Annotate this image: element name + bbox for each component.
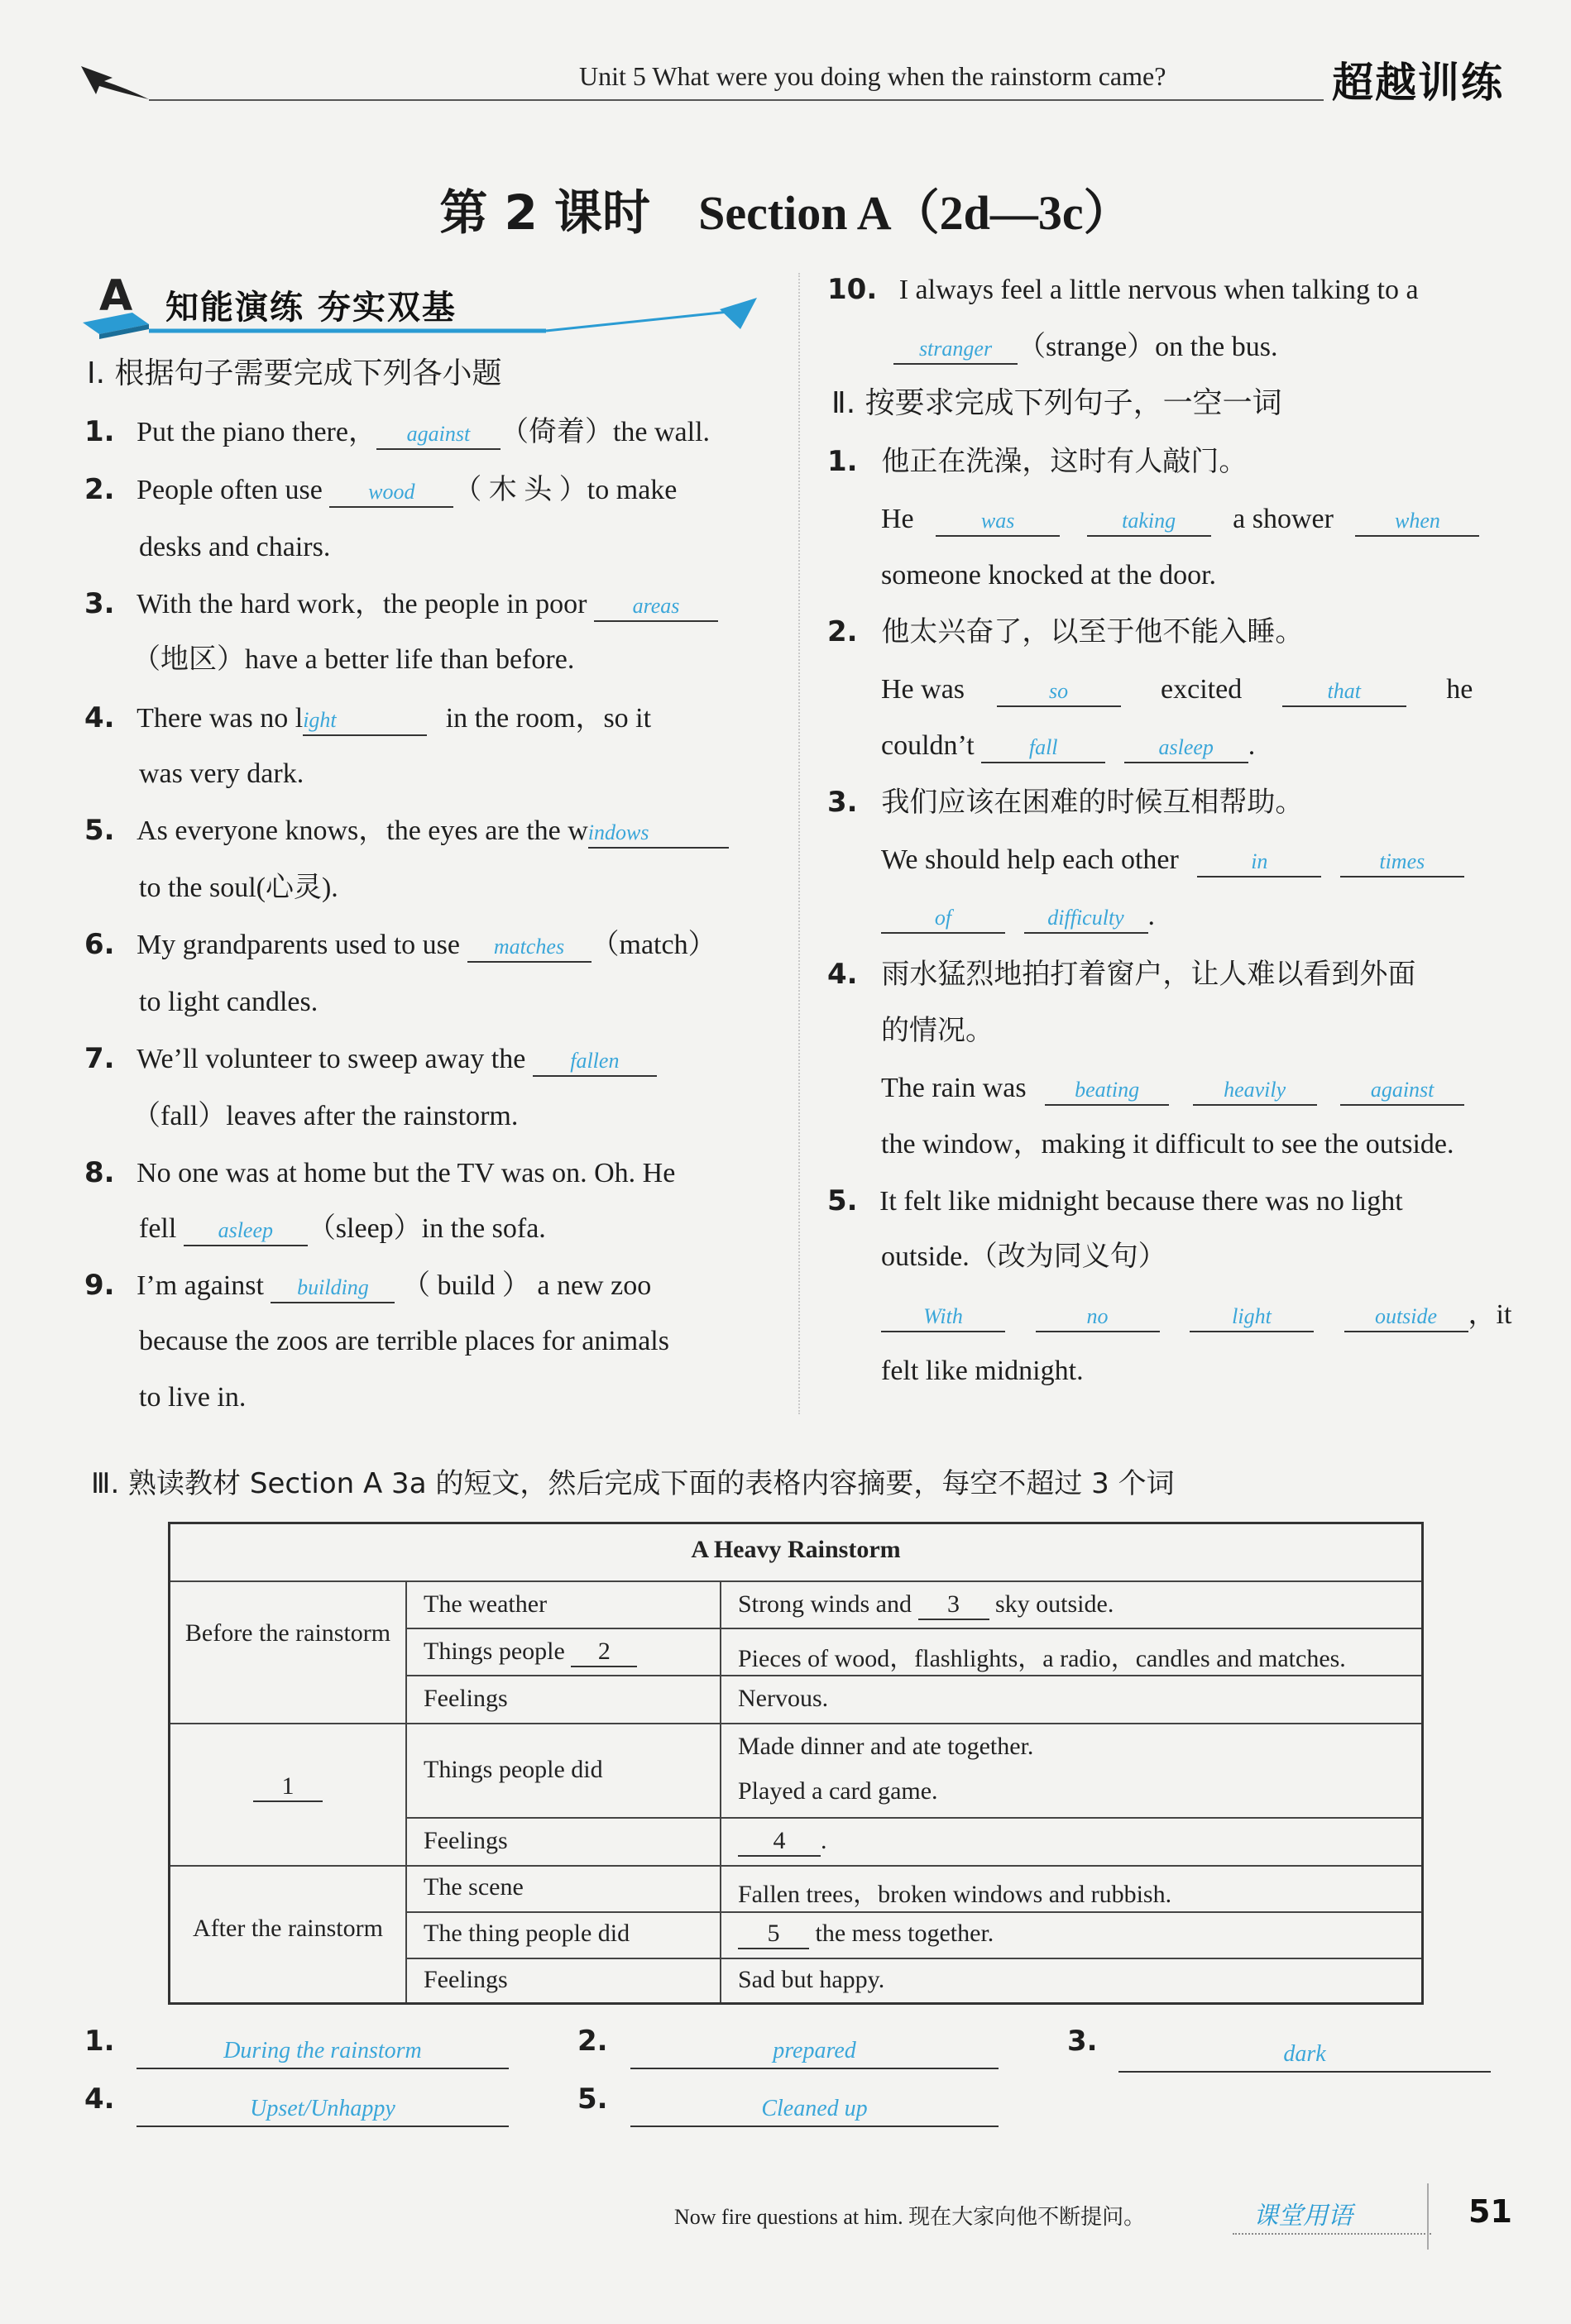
item-text: With the hard work，the people in poor — [137, 589, 587, 619]
list-item — [827, 1183, 1403, 1220]
answer-blank[interactable]: in — [1197, 848, 1321, 877]
item-text: fell — [139, 1213, 177, 1244]
row-value — [738, 1920, 994, 1949]
row-label: Feelings — [424, 1685, 508, 1712]
item-text: the window，making it difficult to see the outside. — [881, 1129, 1454, 1160]
item-text: to the soul(心灵). — [139, 873, 338, 903]
answer-blank[interactable]: no — [1036, 1303, 1160, 1332]
item-text: outside.（改为同义句） — [881, 1241, 1166, 1272]
list-item-cont — [881, 501, 1479, 538]
footer-label: 课堂用语 — [1253, 2202, 1353, 2231]
answer-blank[interactable]: was — [936, 507, 1060, 537]
answer-blank[interactable]: difficulty — [1024, 904, 1148, 934]
list-item — [827, 784, 1303, 820]
page-number: 51 — [1468, 2193, 1512, 2230]
answer-field[interactable]: Cleaned up — [630, 2092, 999, 2127]
row-label — [424, 1638, 637, 1667]
lesson-title-zh: 第 2 课时 — [439, 184, 651, 241]
cell-text: sky outside. — [995, 1590, 1114, 1618]
table-blank: 1 — [253, 1772, 323, 1802]
item-number: 4. — [827, 958, 858, 991]
answer-field[interactable]: dark — [1118, 2038, 1491, 2073]
row-value: 4 . — [738, 1827, 827, 1857]
row-value: Fallen trees，broken windows and rubbish. — [738, 1881, 1172, 1908]
footer-divider — [1427, 2183, 1429, 2250]
item-text: to live in. — [139, 1382, 247, 1413]
cell-text: Things people — [424, 1638, 565, 1665]
list-item-cont: of difficulty . — [881, 898, 1155, 935]
part3-heading: Ⅲ. 熟读教材 Section A 3a 的短文，然后完成下面的表格内容摘要，每空不超过 3 个词 — [91, 1467, 1175, 1500]
answer-number: 5. — [577, 2083, 608, 2116]
answer-blank[interactable]: fall — [981, 734, 1105, 763]
list-item — [84, 1040, 657, 1078]
item-number: 4. — [84, 701, 115, 734]
lesson-title — [0, 174, 1571, 243]
item-text: （strange）on the bus. — [1018, 332, 1278, 362]
group-label: Before the rainstorm — [184, 1619, 391, 1647]
item-text: （sleep）in the sofa. — [307, 1213, 546, 1244]
item-text: ，it — [1468, 1299, 1512, 1330]
item-text: 我们应该在困难的时候互相帮助。 — [881, 786, 1304, 819]
part2-heading: Ⅱ. 按要求完成下列句子，一空一词 — [831, 386, 1282, 420]
list-item-cont — [881, 672, 1473, 708]
answer-blank[interactable]: times — [1340, 848, 1464, 877]
answer-field[interactable]: During the rainstorm — [137, 2035, 509, 2069]
item-text: I’m against — [137, 1270, 264, 1301]
footer-rule — [1233, 2233, 1431, 2235]
cell-text: Strong winds and — [738, 1590, 912, 1618]
answer-blank[interactable]: of — [881, 904, 1005, 934]
answer-blank[interactable]: ight — [303, 706, 427, 736]
answer-blank[interactable]: beating — [1045, 1076, 1169, 1106]
item-text: 雨水猛烈地拍打着窗户，让人难以看到外面 — [881, 958, 1416, 991]
unit-header: Unit 5 What were you doing when the rainstorm came? — [579, 61, 1166, 91]
list-item — [84, 1155, 675, 1192]
list-item — [84, 1267, 651, 1304]
lesson-title-en: Section A（2d—3c） — [698, 186, 1132, 240]
table-title: A Heavy Rainstorm — [691, 1536, 901, 1563]
list-item — [827, 614, 1303, 650]
row-label: The scene — [424, 1873, 524, 1901]
answer-blank[interactable]: when — [1355, 507, 1479, 537]
answer-blank[interactable]: taking — [1087, 507, 1211, 537]
item-text: （match） — [591, 930, 716, 960]
item-text: couldn’t — [881, 730, 975, 761]
list-item — [84, 586, 718, 623]
column-divider — [798, 273, 800, 1414]
table-blank: 4 — [738, 1827, 821, 1857]
item-number: 1. — [827, 445, 858, 478]
item-text: No one was at home but the TV was on. Oh. He — [137, 1158, 676, 1188]
item-number: 3. — [84, 587, 115, 620]
answer-number: 1. — [84, 2025, 115, 2058]
list-item-cont — [881, 1070, 1464, 1107]
list-item — [84, 471, 677, 509]
footer-text: Now fire questions at him. 现在大家向他不断提问。 — [674, 2205, 1146, 2229]
answer-blank[interactable]: against — [1340, 1076, 1464, 1106]
item-number: 2. — [84, 473, 115, 506]
row-label: Feelings — [424, 1827, 508, 1854]
answer-blank[interactable]: so — [997, 677, 1121, 707]
item-text: （fall）leaves after the rainstorm. — [132, 1101, 519, 1131]
table-blank: 2 — [571, 1638, 637, 1667]
item-text: 的情况。 — [881, 1014, 994, 1047]
answer-number: 3. — [1067, 2025, 1098, 2058]
group-label: After the rainstorm — [193, 1915, 383, 1942]
answer-blank[interactable]: asleep — [1124, 734, 1248, 763]
item-text: someone knocked at the door. — [881, 560, 1217, 591]
item-number: 2. — [827, 615, 858, 648]
item-text: a shower — [1233, 504, 1334, 534]
list-item — [84, 414, 710, 451]
header-rule — [149, 99, 1324, 101]
row-label: The thing people did — [424, 1920, 630, 1947]
item-text: The rain was — [881, 1073, 1027, 1103]
item-text: to light candles. — [139, 987, 319, 1017]
item-text: （倚着）the wall. — [500, 417, 711, 447]
list-item-cont — [881, 842, 1464, 878]
list-item — [827, 271, 1419, 308]
item-text: It felt like midnight because there was no light — [879, 1186, 1403, 1217]
cell-text: the mess together. — [815, 1920, 994, 1947]
answer-blank[interactable]: asleep — [184, 1217, 308, 1246]
list-item-cont — [893, 329, 1277, 366]
answer-blank[interactable]: fallen — [533, 1047, 657, 1077]
answer-blank[interactable]: indows — [588, 819, 729, 849]
item-text: felt like midnight. — [881, 1356, 1084, 1386]
answer-blank[interactable]: areas — [594, 592, 718, 622]
answer-field[interactable]: prepared — [630, 2035, 999, 2069]
answer-blank[interactable]: outside — [1344, 1303, 1468, 1332]
row-value: Sad but happy. — [738, 1966, 885, 1993]
item-text: because the zoos are terrible places for animals — [139, 1326, 669, 1356]
item-text: （ 木 头 ）to make — [453, 475, 678, 505]
item-text: 他正在洗澡，这时有人敲门。 — [881, 445, 1248, 478]
row-value — [738, 1590, 1114, 1620]
item-text: As everyone knows，the eyes are the w — [137, 815, 588, 846]
back-arrow-icon — [79, 60, 151, 103]
item-number: 3. — [827, 786, 858, 819]
item-text: he — [1446, 674, 1473, 705]
answer-blank[interactable]: heavily — [1193, 1076, 1317, 1106]
item-number: 10. — [827, 273, 878, 306]
item-text: was very dark. — [139, 758, 304, 789]
answer-field[interactable]: Upset/Unhappy — [137, 2092, 509, 2127]
summary-table — [168, 1522, 1424, 2005]
item-number: 7. — [84, 1042, 115, 1075]
item-number: 9. — [84, 1269, 115, 1302]
list-item-cont — [139, 1211, 546, 1247]
list-item-cont: couldn’t fall asleep . — [881, 728, 1255, 764]
item-text: We’ll volunteer to sweep away the — [137, 1044, 526, 1074]
answer-blank[interactable]: wood — [329, 478, 453, 508]
answer-blank[interactable]: stranger — [893, 335, 1018, 365]
list-item — [827, 443, 1247, 480]
row-label: Feelings — [424, 1966, 508, 1993]
item-text: There was no l — [137, 703, 304, 734]
item-number: 6. — [84, 928, 115, 961]
item-text: （地区）have a better life than before. — [132, 644, 575, 675]
answer-number: 4. — [84, 2083, 115, 2116]
table-blank: 3 — [918, 1590, 989, 1620]
list-item — [827, 956, 1415, 992]
answer-blank[interactable]: building — [271, 1274, 395, 1303]
answer-blank[interactable]: light — [1190, 1303, 1314, 1332]
answer-blank[interactable]: against — [376, 420, 501, 450]
answer-blank[interactable]: that — [1282, 677, 1406, 707]
answer-blank[interactable]: With — [881, 1303, 1005, 1332]
section-letter: A — [99, 271, 133, 321]
item-number: 5. — [84, 814, 115, 847]
brand-logo: 超越训练 — [1332, 59, 1504, 107]
list-item — [84, 812, 729, 849]
list-item-cont — [881, 1297, 1511, 1333]
item-text: 他太兴奋了，以至于他不能入睡。 — [881, 615, 1304, 648]
row-value: Made dinner and ate together. — [738, 1733, 1034, 1760]
item-text: People often use — [137, 475, 323, 505]
item-text: desks and chairs. — [139, 532, 331, 562]
part1-heading: Ⅰ. 根据句子需要完成下列各小题 — [87, 356, 502, 390]
row-value: Nervous. — [738, 1685, 829, 1712]
row-value: Played a card game. — [738, 1777, 938, 1805]
item-text: Put the piano there， — [137, 417, 376, 447]
item-text: He was — [881, 674, 965, 705]
item-text: My grandparents used to use — [137, 930, 460, 960]
table-blank: 5 — [738, 1920, 809, 1949]
item-number: 1. — [84, 415, 115, 448]
row-label: The weather — [424, 1590, 548, 1618]
item-number: 5. — [827, 1184, 858, 1217]
row-label: Things people did — [424, 1756, 603, 1783]
answer-number: 2. — [577, 2025, 608, 2058]
item-number: 8. — [84, 1156, 115, 1189]
item-text: He — [881, 504, 914, 534]
item-text: I always feel a little nervous when talking to a — [898, 275, 1419, 305]
item-text: excited — [1161, 674, 1243, 705]
row-value: Pieces of wood，flashlights，a radio，candles and matches. — [738, 1645, 1346, 1672]
list-item — [84, 700, 651, 737]
section-title: 知能演练 夯实双基 — [165, 289, 457, 327]
item-text: We should help each other — [881, 844, 1179, 875]
answer-blank[interactable]: matches — [467, 933, 592, 963]
item-text: （ build ） a new zoo — [401, 1270, 652, 1301]
item-text: in the room，so it — [445, 703, 652, 734]
group-blank — [253, 1772, 323, 1802]
list-item — [84, 926, 716, 964]
